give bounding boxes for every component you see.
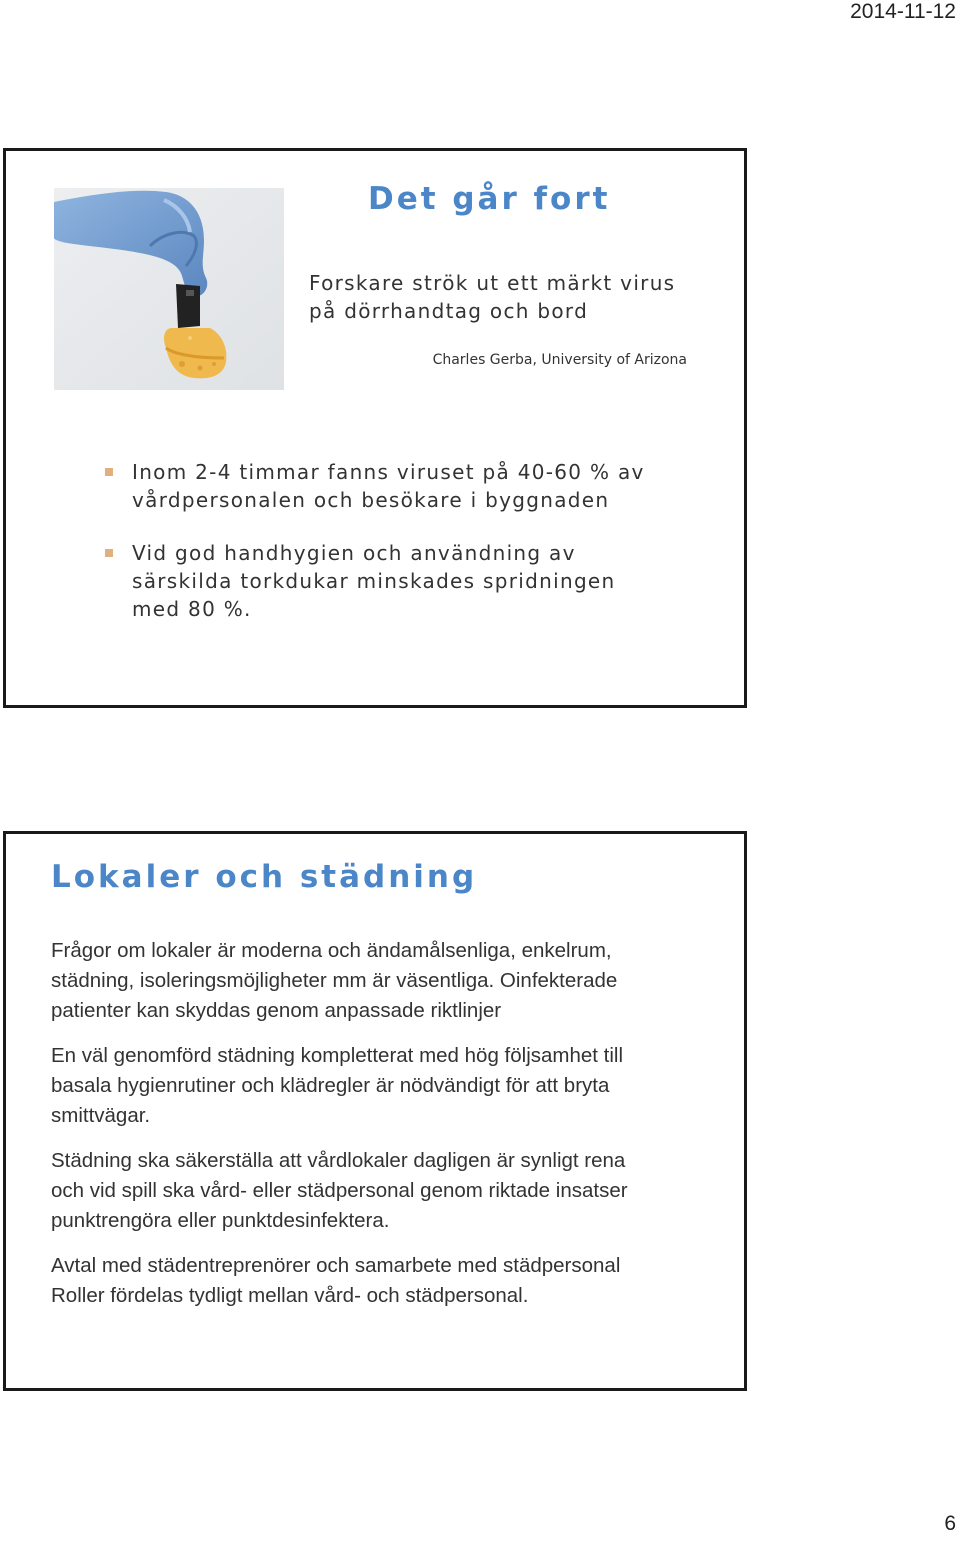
paragraph-line: och vid spill ska vård- eller städpersonal genom riktade insatser — [51, 1179, 628, 1202]
paragraph-line: En väl genomförd städning kompletterat med hög följsamhet till — [51, 1044, 624, 1067]
square-bullet-icon — [105, 549, 113, 557]
paragraph-line: Städning ska säkerställa att vårdlokaler dagligen är synligt rena — [51, 1149, 626, 1172]
slide-det-gar-fort — [3, 148, 747, 708]
paragraph — [51, 1041, 731, 1131]
paragraph-line: Roller fördelas tydligt mellan vård- och städpersonal. — [51, 1284, 529, 1307]
paragraph — [51, 1146, 731, 1236]
slide-body — [51, 936, 731, 1311]
paragraph-line: basala hygienrutiner och klädregler är nödvändigt för att bryta — [51, 1074, 610, 1097]
source-credit: Charles Gerba, University of Arizona — [432, 352, 687, 368]
bullet-line: med 80 %. — [132, 597, 252, 621]
page-number: 6 — [944, 1512, 956, 1535]
bullet-item — [104, 458, 704, 514]
paragraph — [51, 936, 731, 1026]
paragraph-line: smittvägar. — [51, 1104, 151, 1127]
bullet-line: Inom 2-4 timmar fanns viruset på 40-60 % av — [132, 460, 645, 484]
bullet-list — [104, 458, 704, 648]
slide-title: Det går fort — [368, 181, 611, 217]
slide-subtitle — [309, 269, 729, 325]
square-bullet-icon — [105, 468, 113, 476]
paragraph-line: städning, isoleringsmöjligheter mm är väsentliga. Oinfekterade — [51, 969, 618, 992]
bullet-line: särskilda torkdukar minskades spridningen — [132, 569, 616, 593]
slide-lokaler-och-stadning — [3, 831, 747, 1391]
glove-sponge-photo — [54, 188, 284, 390]
bullet-item — [104, 539, 704, 623]
bullet-line: vårdpersonalen och besökare i byggnaden — [132, 488, 610, 512]
paragraph-line: punktrengöra eller punktdesinfektera. — [51, 1209, 390, 1232]
subtitle-line: Forskare strök ut ett märkt virus — [309, 271, 676, 295]
paragraph-line: Frågor om lokaler är moderna och ändamålsenliga, enkelrum, — [51, 939, 612, 962]
paragraph-line: patienter kan skyddas genom anpassade riktlinjer — [51, 999, 502, 1022]
page-date: 2014-11-12 — [850, 0, 956, 23]
slide-title: Lokaler och städning — [51, 859, 478, 895]
subtitle-line: på dörrhandtag och bord — [309, 299, 589, 323]
paragraph-line: Avtal med städentreprenörer och samarbete med städpersonal — [51, 1254, 621, 1277]
closing-paragraph — [51, 1251, 731, 1311]
bullet-line: Vid god handhygien och användning av — [132, 541, 576, 565]
